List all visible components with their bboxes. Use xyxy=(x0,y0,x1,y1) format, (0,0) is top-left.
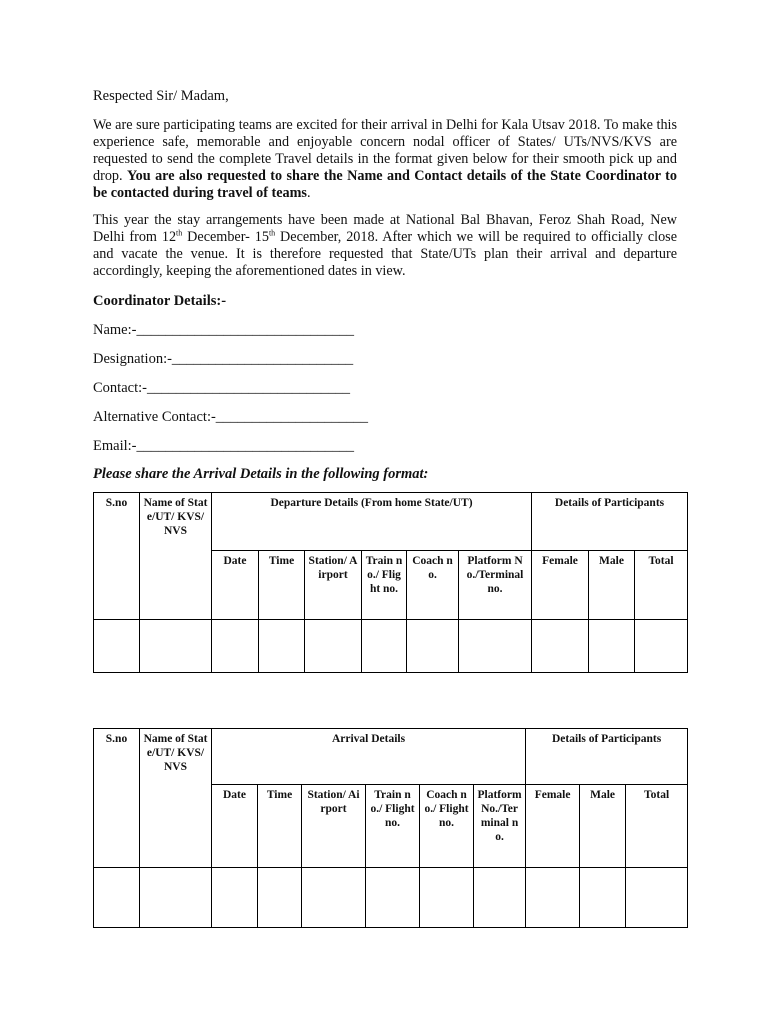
cell[interactable] xyxy=(258,868,302,928)
cell[interactable] xyxy=(212,868,258,928)
male-header: Male xyxy=(580,785,626,868)
arrival-group-header: Arrival Details xyxy=(212,729,526,785)
cell[interactable] xyxy=(589,620,635,673)
cell[interactable] xyxy=(635,620,688,673)
cell[interactable] xyxy=(420,868,474,928)
para2-part-c: December, 2018. After which we will be required to officially close and vacate the venue. It is therefore requested that State/UTs plan their arrival and departure accordingly, keeping the aforementioned dates in view. xyxy=(93,229,677,279)
total-header: Total xyxy=(626,785,688,868)
para1-bold-request: You are also requested to share the Name and Contact details of the State Coordinator to be contacted during travel of teams xyxy=(93,168,677,201)
coach-flight-no-header: Coach no./ Flight no. xyxy=(420,785,474,868)
cell[interactable] xyxy=(94,868,140,928)
cell[interactable] xyxy=(94,620,140,673)
cell[interactable] xyxy=(140,868,212,928)
coordinator-heading: Coordinator Details:- xyxy=(93,293,227,309)
female-header: Female xyxy=(526,785,580,868)
platform-terminal-header: Platform No./Terminal no. xyxy=(474,785,526,868)
para1-text: We are sure participating teams are excited for their arrival in Delhi for Kala Utsav 2018. To make this experience safe, memorable and enjoyable concern nodal officer of States/ UTs/NVS/KVS are requested to send the complete Travel details in the format given below for their smooth pick up and drop. xyxy=(93,117,677,184)
date-header: Date xyxy=(212,785,258,868)
departure-details-table xyxy=(93,492,688,673)
date-header: Date xyxy=(212,551,259,620)
email-field[interactable]: Email:-______________________________ xyxy=(93,438,354,454)
female-header: Female xyxy=(532,551,589,620)
cell[interactable] xyxy=(366,868,420,928)
cell[interactable] xyxy=(580,868,626,928)
station-airport-header: Station/ Airport xyxy=(305,551,362,620)
name-of-state-header: Name of State/UT/ KVS/NVS xyxy=(140,729,212,868)
cell[interactable] xyxy=(302,868,366,928)
cell[interactable] xyxy=(259,620,305,673)
arrival-details-table xyxy=(93,728,688,928)
contact-field[interactable]: Contact:-____________________________ xyxy=(93,380,350,396)
male-header: Male xyxy=(589,551,635,620)
para2-sup-1: th xyxy=(176,228,183,238)
coach-no-header: Coach no. xyxy=(407,551,459,620)
cell[interactable] xyxy=(459,620,532,673)
designation-field[interactable]: Designation:-_________________________ xyxy=(93,351,354,367)
cell[interactable] xyxy=(407,620,459,673)
para2-part-b: December- 15 xyxy=(182,229,269,245)
time-header: Time xyxy=(258,785,302,868)
departure-group-header: Departure Details (From home State/UT) xyxy=(212,493,532,551)
train-flight-no-header: Train no./ Flight no. xyxy=(366,785,420,868)
train-flight-no-header: Train no./ Flight no. xyxy=(362,551,407,620)
participants-group-header: Details of Participants xyxy=(532,493,688,551)
station-airport-header: Station/ Airport xyxy=(302,785,366,868)
cell[interactable] xyxy=(626,868,688,928)
time-header: Time xyxy=(259,551,305,620)
para2-part-a: This year the stay arrangements have been made at National Bal Bhavan, Feroz Shah Road, New Delhi from 12 xyxy=(93,212,677,245)
cell[interactable] xyxy=(212,620,259,673)
cell[interactable] xyxy=(305,620,362,673)
para1-end: . xyxy=(306,185,311,201)
table-row xyxy=(94,868,688,928)
sno-header: S.no xyxy=(94,729,140,868)
cell[interactable] xyxy=(362,620,407,673)
paragraph-travel-details xyxy=(93,117,677,202)
cell[interactable] xyxy=(532,620,589,673)
greeting: Respected Sir/ Madam, xyxy=(93,88,229,104)
paragraph-stay-arrangements xyxy=(93,212,677,280)
total-header: Total xyxy=(635,551,688,620)
platform-terminal-header: Platform No./Terminal no. xyxy=(459,551,532,620)
cell[interactable] xyxy=(474,868,526,928)
cell[interactable] xyxy=(140,620,212,673)
cell[interactable] xyxy=(526,868,580,928)
alternative-contact-field[interactable]: Alternative Contact:-_____________________ xyxy=(93,409,369,425)
share-heading: Please share the Arrival Details in the following format: xyxy=(93,466,429,482)
para2-sup-2: th xyxy=(268,228,276,238)
name-of-state-header: Name of State/UT/ KVS/NVS xyxy=(140,493,212,620)
table-row xyxy=(94,620,688,673)
name-field[interactable]: Name:-______________________________ xyxy=(93,322,354,338)
sno-header: S.no xyxy=(94,493,140,620)
participants-group-header: Details of Participants xyxy=(526,729,688,785)
